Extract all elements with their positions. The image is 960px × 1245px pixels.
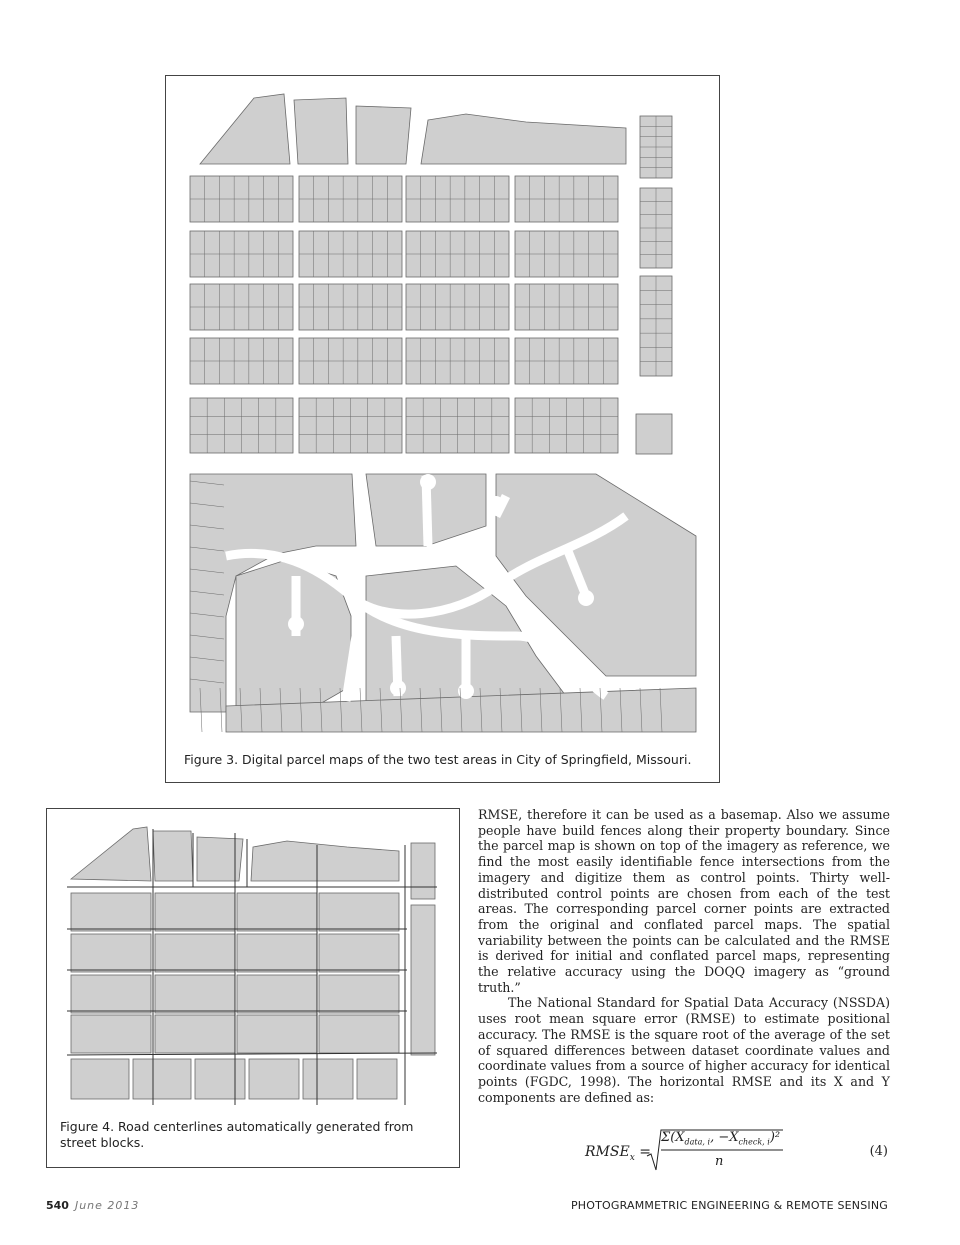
cul-de-sac [578,590,594,606]
equation-4 [585,1128,890,1172]
num-part-3: )² [769,1130,781,1145]
street-block-south [357,1059,397,1099]
street-block-top [197,837,243,881]
street-block [237,975,317,1013]
street-block [155,934,235,972]
parcel-map-figure3 [166,76,718,746]
equation-denominator: n [715,1154,724,1169]
parcel-block-top [356,106,411,164]
street-block [71,934,151,972]
street-block [319,934,399,972]
cul-de-sac [488,496,504,512]
street-block-top [251,841,399,881]
body-paragraph-2: The National Standard for Spatial Data Accuracy (NSSDA) uses root mean square error (RMSE) to estimate positional accuracy. The RMSE is the square root of the average of the set of squared differences between dataset coordinate values and coordinate values from a source of higher accuracy for identical points (FGDC, 1998). The horizontal RMSE and its X and Y components are defined as: [478,995,890,1105]
figure-4 [46,808,460,1168]
body-paragraph-1: RMSE, therefore it can be used as a basemap. Also we assume people have build fences along their property boundary. Since the parcel map is shown on top of the imagery as reference, we find the most easily identifiable fence intersections from the imagery and digitize them as control points. Thirty well-distributed control points are chosen from each of the test areas. The corresponding parcel corner points are extracted from the original and conflated parcel maps. The spatial variability between the points can be calculated and the RMSE is derived for initial and conflated parcel maps, representing the relative accuracy using the DOQQ imagery as “ground truth.” [478,807,890,995]
journal-name: PHOTOGRAMMETRIC ENGINEERING & REMOTE SENSING [570,1199,888,1212]
street-block [237,934,317,972]
street-block-top [71,827,151,881]
footer-page-info [46,1199,139,1212]
num-part-1: Σ(X [661,1130,685,1145]
street-block-south [71,1059,129,1099]
num-sub-check: check, i [738,1137,770,1147]
equation-numerator [661,1130,780,1147]
body-text-column [478,807,890,1105]
cul-de-sac [288,616,304,632]
equation-lhs: $RMSE_x$ = [585,1144,651,1163]
street-block-south [195,1059,245,1099]
street-block [155,893,235,931]
cul-de-sac [420,474,436,490]
street-block [319,893,399,931]
figure-3 [165,75,720,783]
page-number: 540 [46,1199,69,1212]
street-block-south [249,1059,299,1099]
street-block [155,1015,235,1053]
parcel-block-top [200,94,290,164]
street-block [237,1015,317,1053]
street-block [237,893,317,931]
street-blocks-figure4 [47,809,458,1114]
equation-lhs-subscript: x [629,1152,635,1163]
equation-lhs-text: RMSE [585,1144,630,1160]
street-block [71,893,151,931]
street-block [319,1015,399,1053]
num-sub-data: data, i [684,1137,711,1147]
street-block [71,1015,151,1053]
figure-4-caption: Figure 4. Road centerlines automatically generated from street blocks. [60,1119,414,1150]
parcel-block-east [636,414,672,454]
street-block-east [411,843,435,899]
parcel-block-top [294,98,348,164]
street-block-south [133,1059,191,1099]
street-block [71,975,151,1013]
street-block-south [303,1059,353,1099]
issue-date: June 2013 [74,1199,140,1212]
street-block-east [411,905,435,1055]
cul-de-sac [390,680,406,696]
equation-number: (4) [869,1144,888,1159]
street-block [155,975,235,1013]
figure-3-caption: Figure 3. Digital parcel maps of the two test areas in City of Springfield, Missouri. [184,752,692,767]
num-part-2: , −X [710,1130,739,1145]
parcel-block-top [421,114,626,164]
street-block-top [153,831,193,881]
street-block [319,975,399,1013]
